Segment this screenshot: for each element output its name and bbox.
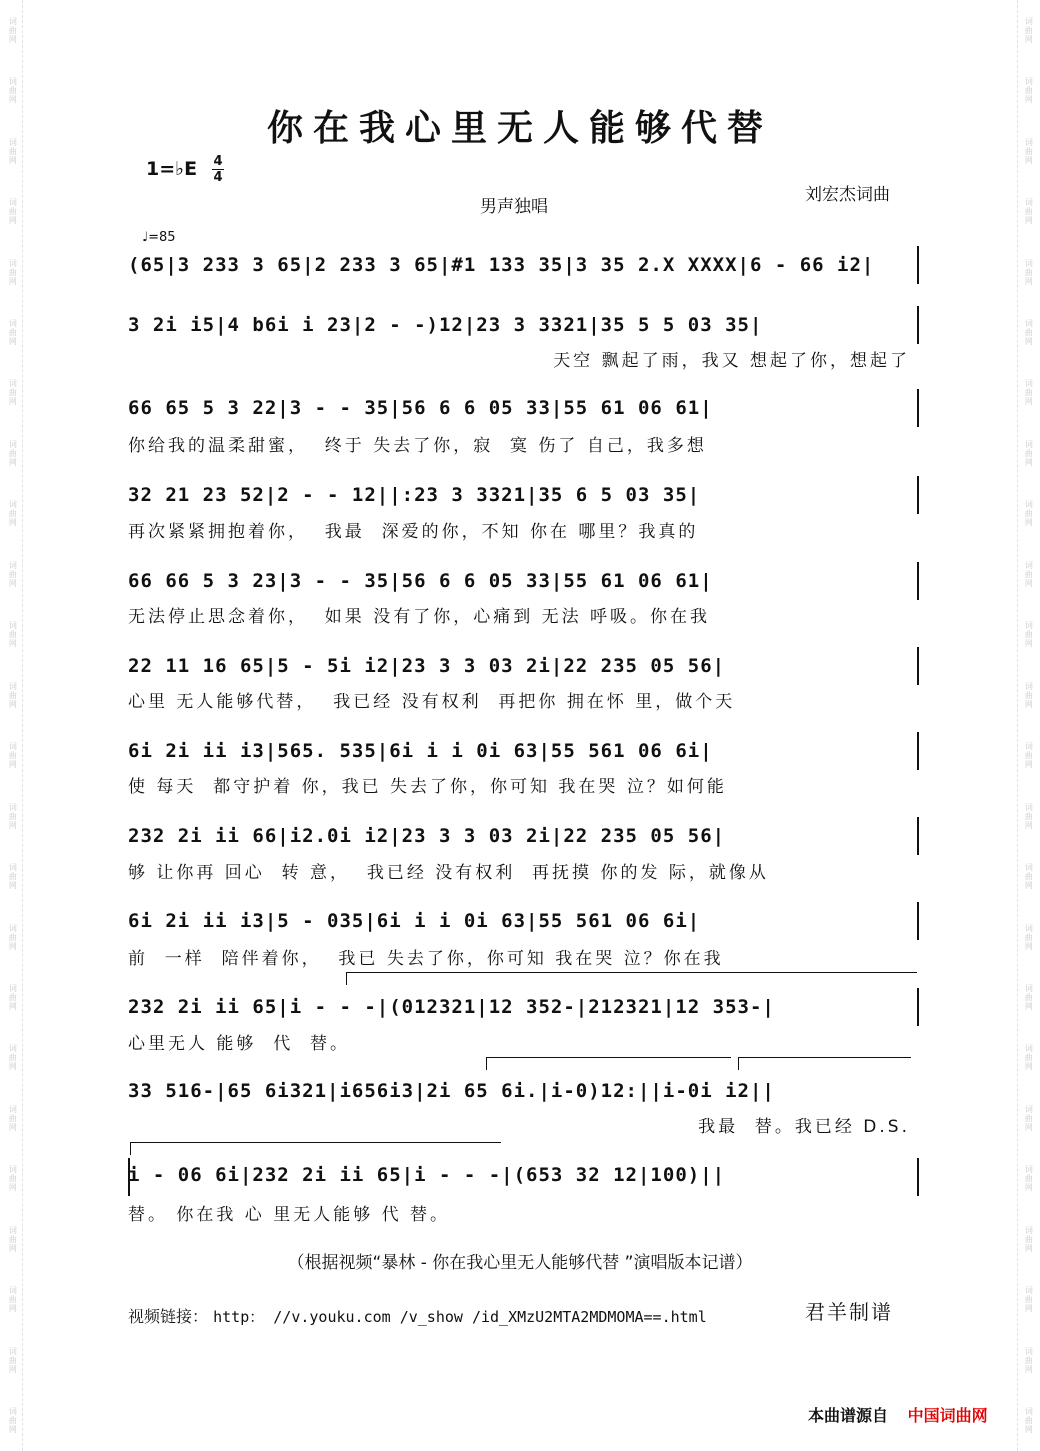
notation-line: 6i 2i ii i3|5 - 035|6i i i 0i 63|55 561 06 6i|: [128, 910, 701, 932]
watermark-text: 词曲网: [8, 16, 18, 44]
watermark-text: 词曲网: [8, 983, 18, 1011]
watermark-text: 词曲网: [1024, 802, 1034, 830]
lyric-line: 前 一样 陪伴着你， 我已 失去了你，你可知 我在哭 泣？你在我: [128, 949, 724, 969]
watermark-text: 词曲网: [1024, 1044, 1034, 1072]
lyric-line: 够 让你再 回心 转 意， 我已经 没有权利 再抚摸 你的发 际，就像从: [128, 863, 769, 883]
watermark-text: 词曲网: [8, 500, 18, 528]
watermark-text: 词曲网: [1024, 500, 1034, 528]
watermark-text: 词曲网: [1024, 1407, 1034, 1435]
lyric-line: 使 每天 都守护着 你，我已 失去了你，你可知 我在哭 泣？如何能: [128, 777, 727, 797]
lyric-line: 心里 无人能够代替， 我已经 没有权利 再把你 拥在怀 里，做个天: [128, 692, 736, 712]
watermark-text: 词曲网: [8, 198, 18, 226]
watermark-text: 词曲网: [8, 1286, 18, 1314]
watermark-text: 词曲网: [1024, 77, 1034, 105]
notation-line: (65|3 233 3 65|2 233 3 65|#1 133 35|3 35 2.X XXXX|6 - 66 i2|: [128, 254, 875, 276]
key-signature: 1=♭E: [146, 158, 198, 180]
notation-line: 22 11 16 65|5 - 5i i2|23 3 3 03 2i|22 235 05 56|: [128, 655, 726, 677]
video-link[interactable]: [128, 1304, 707, 1327]
transcription-note: （根据视频“暴林 - 你在我心里无人能够代替 ”演唱版本记谱）: [287, 1253, 753, 1273]
video-link-label: 视频链接：: [128, 1307, 209, 1326]
source-credit: [808, 1403, 988, 1426]
song-title: 你在我心里无人能够代替: [266, 107, 773, 149]
arranger-signature: 君羊制谱: [805, 1300, 893, 1324]
watermark-text: 词曲网: [1024, 863, 1034, 891]
lyric-line: 再次紧紧拥抱着你， 我最 深爱的你，不知 你在 哪里？我真的: [128, 522, 699, 542]
notation-line: i - 06 6i|232 2i ii 65|i - - -|(653 32 12|100)||: [128, 1164, 726, 1186]
coda-bracket: [130, 1142, 501, 1155]
watermark-text: 词曲网: [8, 77, 18, 105]
source-label: 本曲谱源自: [808, 1406, 889, 1425]
notation-line: 232 2i ii 65|i - - -|(012321|12 352-|212321|12 353-|: [128, 996, 775, 1018]
watermark-text: 词曲网: [1024, 560, 1034, 588]
watermark-text: 词曲网: [1024, 1104, 1034, 1132]
watermark-text: 词曲网: [8, 863, 18, 891]
repeat-bracket: [486, 1057, 731, 1070]
watermark-text: 词曲网: [1024, 742, 1034, 770]
watermark-text: 词曲网: [1024, 137, 1034, 165]
lyric-line: 替。 你在我 心 里无人能够 代 替。: [128, 1205, 451, 1225]
watermark-text: 词曲网: [8, 137, 18, 165]
watermark-text: 词曲网: [8, 681, 18, 709]
watermark-text: 词曲网: [8, 258, 18, 286]
watermark-strip-left: [2, 0, 23, 1451]
watermark-text: 词曲网: [1024, 258, 1034, 286]
video-link-url[interactable]: http： //v.youku.com /v_show /id_XMzU2MTA2MDMOMA==.html: [213, 1308, 707, 1326]
watermark-text: 词曲网: [1024, 1225, 1034, 1253]
watermark-text: 词曲网: [8, 318, 18, 346]
watermark-text: 词曲网: [8, 1165, 18, 1193]
watermark-text: 词曲网: [1024, 198, 1034, 226]
watermark-text: 词曲网: [8, 379, 18, 407]
second-ending-bracket: [738, 1057, 911, 1070]
watermark-text: 词曲网: [8, 1407, 18, 1435]
notation-line: 66 65 5 3 22|3 - - 35|56 6 6 05 33|55 61 06 61|: [128, 397, 713, 419]
watermark-text: 词曲网: [8, 802, 18, 830]
notation-line: 32 21 23 52|2 - - 12||:23 3 3321|35 6 5 03 35|: [128, 484, 701, 506]
lyric-line: 你给我的温柔甜蜜， 终于 失去了你，寂 寞 伤了 自己，我多想: [128, 436, 707, 456]
watermark-text: 词曲网: [8, 1104, 18, 1132]
lyric-line: 我最 替。我已经 D.S.: [698, 1117, 910, 1137]
lyric-line: 天空 飘起了雨，我又 想起了你，想起了: [553, 351, 910, 371]
meter-bottom: 4: [213, 170, 223, 185]
watermark-text: 词曲网: [8, 1346, 18, 1374]
first-ending-bracket: [346, 972, 917, 985]
watermark-text: 词曲网: [1024, 983, 1034, 1011]
watermark-text: 词曲网: [8, 742, 18, 770]
source-brand: 中国词曲网: [907, 1406, 988, 1425]
time-signature: [210, 154, 226, 185]
watermark-strip-right: [1017, 0, 1038, 1451]
watermark-text: 词曲网: [1024, 621, 1034, 649]
watermark-text: 词曲网: [1024, 1346, 1034, 1374]
notation-line: 232 2i ii 66|i2.0i i2|23 3 3 03 2i|22 235 05 56|: [128, 825, 726, 847]
watermark-text: 词曲网: [1024, 1286, 1034, 1314]
watermark-text: 词曲网: [1024, 923, 1034, 951]
notation-line: 6i 2i ii i3|565. 535|6i i i 0i 63|55 561 06 6i|: [128, 740, 713, 762]
tempo-marking: ♩=85: [142, 230, 176, 245]
watermark-text: 词曲网: [8, 560, 18, 588]
watermark-text: 词曲网: [1024, 681, 1034, 709]
notation-line: 3 2i i5|4 b6i i 23|2 - -)12|23 3 3321|35 5 5 03 35|: [128, 314, 763, 336]
watermark-text: 词曲网: [1024, 1165, 1034, 1193]
watermark-text: 词曲网: [8, 923, 18, 951]
notation-line: 66 66 5 3 23|3 - - 35|56 6 6 05 33|55 61 06 61|: [128, 570, 713, 592]
composer-credit: 刘宏杰词曲: [805, 185, 890, 205]
meter-top: 4: [213, 154, 223, 169]
performer-type: 男声独唱: [480, 197, 548, 217]
watermark-text: 词曲网: [1024, 16, 1034, 44]
watermark-text: 词曲网: [8, 1044, 18, 1072]
watermark-text: 词曲网: [8, 439, 18, 467]
watermark-text: 词曲网: [1024, 439, 1034, 467]
watermark-text: 词曲网: [8, 1225, 18, 1253]
watermark-text: 词曲网: [8, 621, 18, 649]
watermark-text: 词曲网: [1024, 379, 1034, 407]
lyric-line: 无法停止思念着你， 如果 没有了你，心痛到 无法 呼吸。你在我: [128, 607, 711, 627]
notation-line: 33 516-|65 6i321|i656i3|2i 65 6i.|i-0)12:||i-0i i2||: [128, 1080, 775, 1102]
watermark-text: 词曲网: [1024, 318, 1034, 346]
lyric-line: 心里无人 能够 代 替。: [128, 1034, 351, 1054]
